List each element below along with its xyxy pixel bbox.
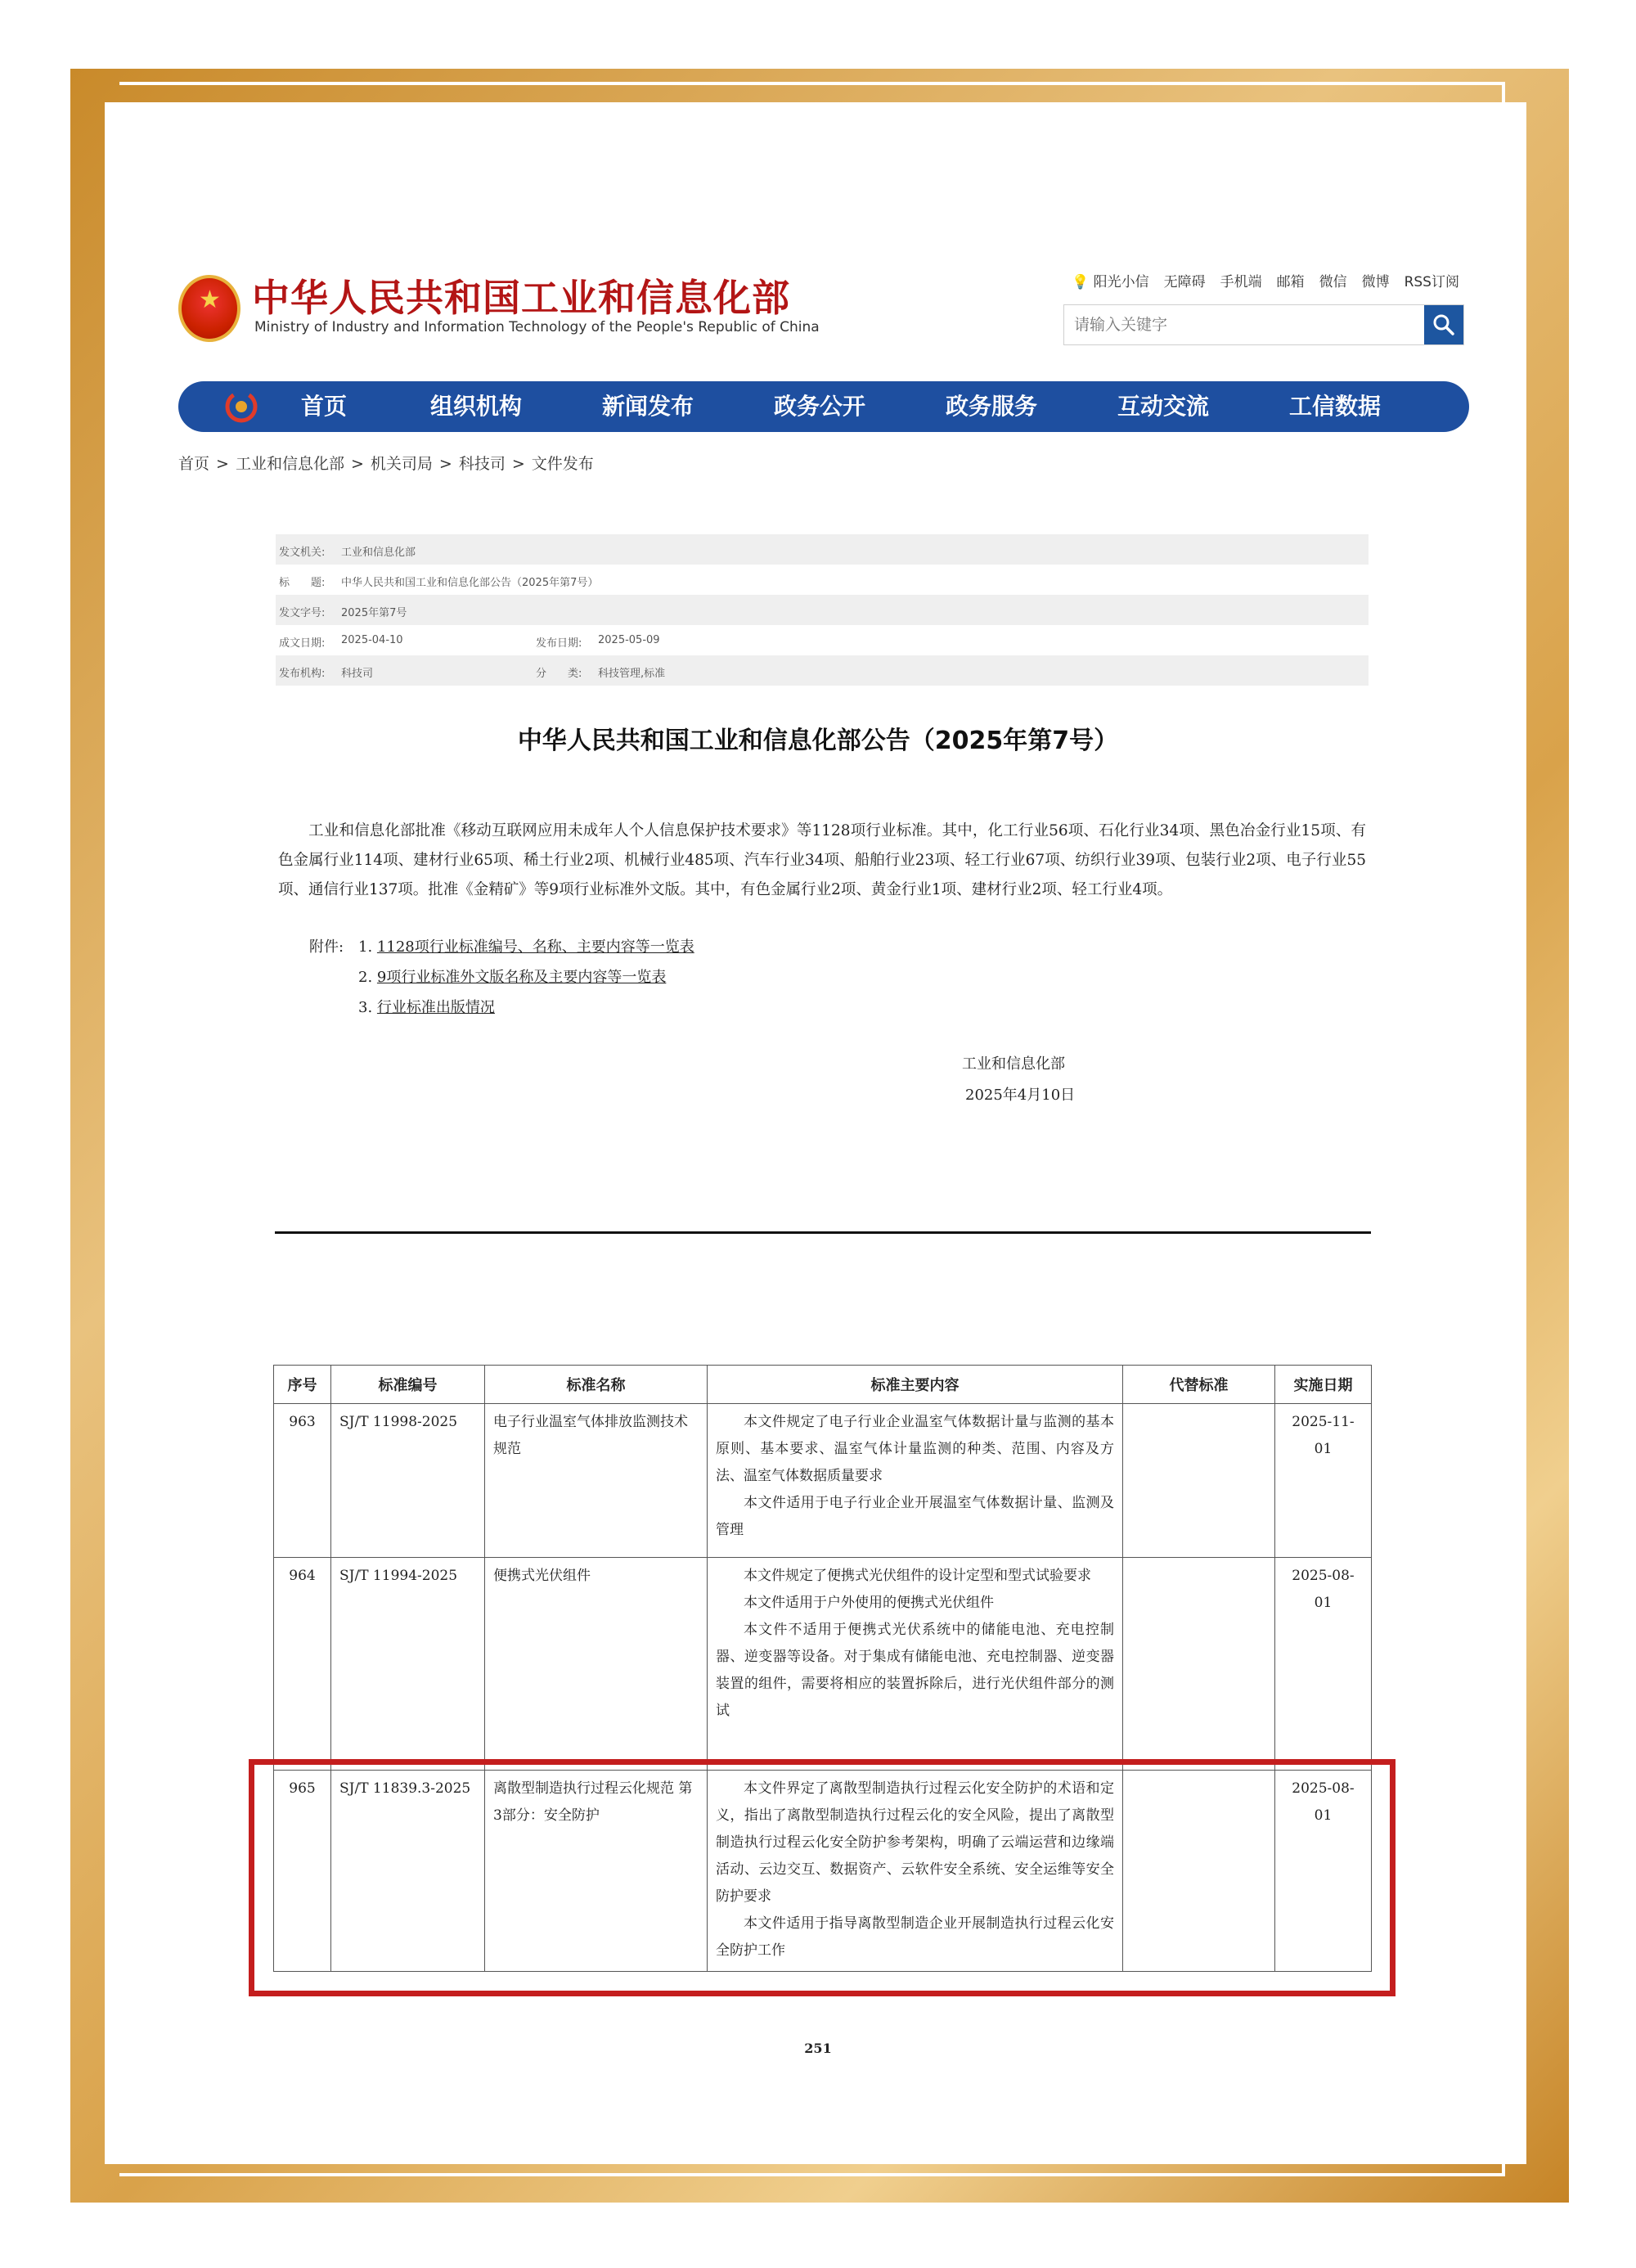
meta-issuer: 工业和信息化部 bbox=[341, 547, 416, 559]
cell-name: 便携式光伏组件 bbox=[485, 1558, 708, 1771]
nav-gov-affairs[interactable]: 政务公开 bbox=[774, 393, 866, 420]
page-number: 251 bbox=[804, 2041, 832, 2056]
cell-code: SJ/T 11839.3-2025 bbox=[331, 1771, 485, 1972]
ministry-logo-icon bbox=[224, 389, 258, 424]
frame-line-right bbox=[1502, 82, 1505, 2176]
col-header-date: 实施日期 bbox=[1275, 1366, 1372, 1404]
bulb-icon: 💡 bbox=[1072, 274, 1090, 290]
cell-replace bbox=[1123, 1558, 1275, 1771]
cell-no: 965 bbox=[274, 1771, 331, 1972]
breadcrumb-ministry[interactable]: 工业和信息化部 bbox=[235, 455, 344, 473]
nav-organization[interactable]: 组织机构 bbox=[430, 393, 523, 420]
cell-content: 本文件规定了便携式光伏组件的设计定型和型式试验要求 本文件适用于户外使用的便携式光伏组件 本文件不适用于便携式光伏系统中的储能电池、充电控制器、逆变器等设备。对于集成有储能电池、充电控制器、逆变器装置的组件，需要将相应的装置拆除后，进行光伏组件部分的测试 bbox=[708, 1558, 1123, 1771]
cell-name: 离散型制造执行过程云化规范 第3部分：安全防护 bbox=[485, 1771, 708, 1972]
meta-row-docno: 发文字号: 2025年第7号 bbox=[276, 595, 1369, 625]
cell-date: 2025-08-01 bbox=[1275, 1771, 1372, 1972]
breadcrumb-departments[interactable]: 机关司局 bbox=[370, 455, 433, 473]
cell-no: 963 bbox=[274, 1404, 331, 1558]
search-icon bbox=[1432, 313, 1455, 336]
col-header-name: 标准名称 bbox=[485, 1366, 708, 1404]
breadcrumb-home[interactable]: 首页 bbox=[178, 455, 210, 473]
national-emblem-icon: ★ bbox=[178, 275, 240, 342]
nav-data[interactable]: 工信数据 bbox=[1289, 393, 1382, 420]
signature-date: 2025年4月10日 bbox=[965, 1087, 1076, 1104]
toplink-sunshine[interactable]: 💡 阳光小信 bbox=[1072, 274, 1149, 290]
meta-row-issuer: 发文机关: 工业和信息化部 bbox=[276, 534, 1369, 565]
notice-title: 中华人民共和国工业和信息化部公告（2025年第7号） bbox=[517, 727, 1119, 755]
attachment-2: 2. 9项行业标准外文版名称及主要内容等一览表 bbox=[358, 969, 667, 986]
nav-interaction[interactable]: 互动交流 bbox=[1117, 393, 1210, 420]
toplink-weibo[interactable]: 微博 bbox=[1361, 274, 1390, 290]
meta-org: 科技司 bbox=[341, 668, 374, 680]
toplink-mobile[interactable]: 手机端 bbox=[1220, 274, 1262, 290]
document-metadata bbox=[276, 534, 1369, 686]
top-links bbox=[1072, 270, 1459, 290]
site-subtitle: Ministry of Industry and Information Technology of the People's Republic of China bbox=[254, 319, 820, 335]
cell-content: 本文件界定了离散型制造执行过程云化安全防护的术语和定义，指出了离散型制造执行过程云化的安全风险，提出了离散型制造执行过程云化安全防护参考架构，明确了云端运营和边缘端活动、云边交互、数据资产、云软件安全系统、安全运维等安全防护要求 本文件适用于指导离散型制造企业开展制造执行过程云化安全防护工作 bbox=[708, 1771, 1123, 1972]
meta-row-org: 发布机构: 科技司 分 类: 科技管理,标准 bbox=[276, 655, 1369, 686]
search-button[interactable] bbox=[1424, 305, 1463, 344]
col-header-code: 标准编号 bbox=[331, 1366, 485, 1404]
signature-org: 工业和信息化部 bbox=[962, 1055, 1065, 1073]
table-row bbox=[274, 1404, 1372, 1558]
breadcrumb-tech-dept[interactable]: 科技司 bbox=[458, 455, 506, 473]
cell-date: 2025-08-01 bbox=[1275, 1558, 1372, 1771]
table-header-row bbox=[274, 1366, 1372, 1404]
meta-row-dates: 成文日期: 2025-04-10 发布日期: 2025-05-09 bbox=[279, 634, 660, 650]
toplink-wechat[interactable]: 微信 bbox=[1319, 274, 1347, 290]
attachment-2-link[interactable]: 9项行业标准外文版名称及主要内容等一览表 bbox=[376, 969, 667, 986]
notice-body: 工业和信息化部批准《移动互联网应用未成年人个人信息保护技术要求》等1128项行业标准。其中，化工行业56项、石化行业34项、黑色冶金行业15项、有色金属行业114项、建材行业65项、稀土行业2项、机械行业485项、汽车行业34项、船舶行业23项、轻工行业67项、纺织行业39项、包装行业2项、电子行业55项、通信行业137项。批准《金精矿》等9项行业标准外文版。其中，有色金属行业2项、黄金行业1项、建材行业2项、轻工行业4项。 bbox=[278, 822, 1366, 898]
cell-name: 电子行业温室气体排放监测技术规范 bbox=[485, 1404, 708, 1558]
attachment-1: 1. 1128项行业标准编号、名称、主要内容等一览表 bbox=[358, 938, 694, 956]
meta-published-date: 2025-05-09 bbox=[598, 634, 660, 646]
attachment-1-link[interactable]: 1128项行业标准编号、名称、主要内容等一览表 bbox=[376, 938, 694, 956]
cell-no: 964 bbox=[274, 1558, 331, 1771]
cell-replace bbox=[1123, 1404, 1275, 1558]
cell-date: 2025-11-01 bbox=[1275, 1404, 1372, 1558]
search-input[interactable] bbox=[1064, 305, 1419, 344]
meta-doc-no: 2025年第7号 bbox=[341, 607, 407, 619]
col-header-no: 序号 bbox=[274, 1366, 331, 1404]
site-title[interactable]: 中华人民共和国工业和信息化部 bbox=[252, 276, 790, 320]
attachment-3-link[interactable]: 行业标准出版情况 bbox=[376, 999, 495, 1016]
col-header-replace: 代替标准 bbox=[1123, 1366, 1275, 1404]
frame-line-top bbox=[119, 82, 1502, 85]
col-header-content: 标准主要内容 bbox=[708, 1366, 1123, 1404]
section-divider bbox=[275, 1231, 1371, 1234]
meta-category: 科技管理,标准 bbox=[598, 668, 666, 680]
meta-title: 中华人民共和国工业和信息化部公告（2025年第7号） bbox=[341, 577, 599, 589]
toplink-accessibility[interactable]: 无障碍 bbox=[1163, 274, 1206, 290]
breadcrumb-documents[interactable]: 文件发布 bbox=[531, 455, 594, 473]
cell-code: SJ/T 11998-2025 bbox=[331, 1404, 485, 1558]
search-box bbox=[1063, 304, 1464, 345]
highlight-box bbox=[249, 1759, 1396, 1996]
attachments-label: 附件: bbox=[309, 938, 344, 956]
toplink-mail[interactable]: 邮箱 bbox=[1276, 274, 1305, 290]
nav-news[interactable]: 新闻发布 bbox=[602, 393, 694, 420]
toplink-rss[interactable]: RSS订阅 bbox=[1404, 274, 1459, 290]
attachment-3: 3. 行业标准出版情况 bbox=[358, 999, 495, 1016]
frame-line-bottom bbox=[119, 2173, 1505, 2176]
nav-home[interactable]: 首页 bbox=[301, 393, 348, 420]
breadcrumb: 首页 > 工业和信息化部 > 机关司局 > 科技司 > 文件发布 bbox=[178, 455, 594, 473]
meta-row-title: 标 题: 中华人民共和国工业和信息化部公告（2025年第7号） bbox=[276, 565, 1369, 595]
main-nav bbox=[178, 381, 1469, 432]
cell-content: 本文件规定了电子行业企业温室气体数据计量与监测的基本原则、基本要求、温室气体计量监测的种类、范围、内容及方法、温室气体数据质量要求 本文件适用于电子行业企业开展温室气体数据计量、监测及管理 bbox=[708, 1404, 1123, 1558]
table-row bbox=[274, 1558, 1372, 1771]
cell-code: SJ/T 11994-2025 bbox=[331, 1558, 485, 1771]
nav-gov-services[interactable]: 政务服务 bbox=[946, 393, 1038, 420]
meta-written-date: 2025-04-10 bbox=[341, 634, 403, 646]
